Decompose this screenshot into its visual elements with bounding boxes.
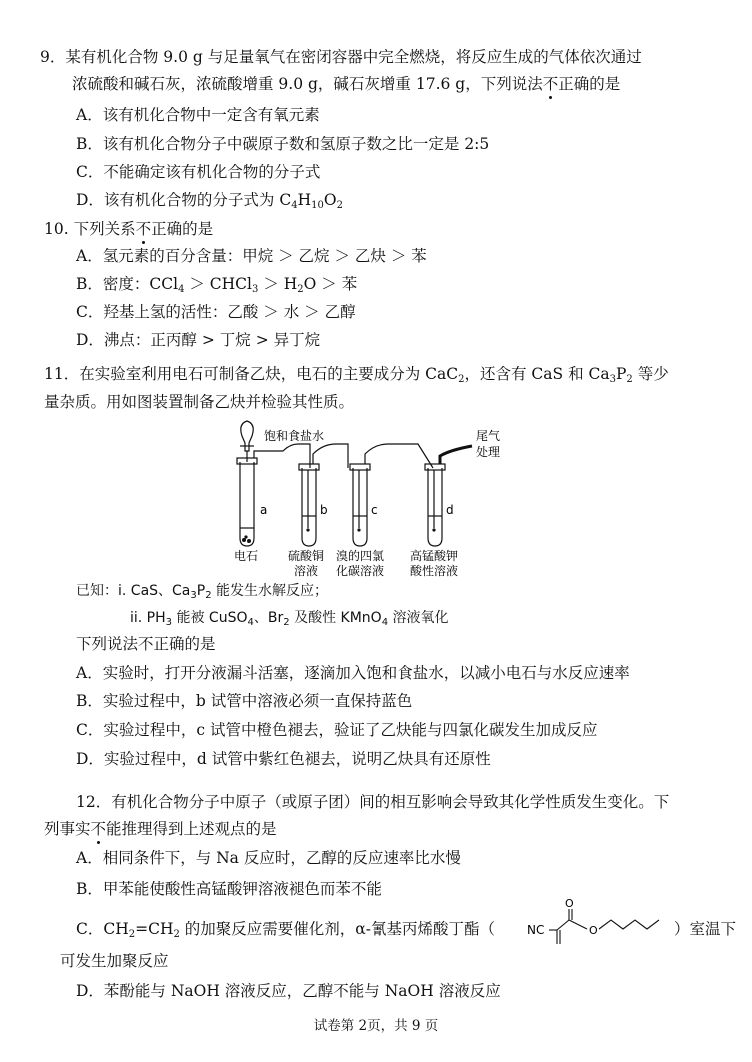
q11-known-1: 已知：i. CaS、$Ca_3P_2$ 能发生水解反应； (76, 583, 329, 601)
funnel-label: 饱和食盐水 (264, 429, 325, 443)
caption-c-1: 溴的四氯 (336, 549, 385, 563)
exhaust-label-2: 处理 (476, 445, 500, 459)
emphasis-dot: 不 (90, 820, 107, 838)
ester-oxygen-label: O (589, 924, 598, 937)
q10-stem: 10. 下列关系不正确的是 (44, 220, 214, 238)
test-tube-d (428, 468, 442, 546)
q12-option-a: A．相同条件下，与 Na 反应时，乙醇的反应速率比水慢 (76, 849, 461, 867)
q9-option-c: C．不能确定该有机化合物的分子式 (76, 163, 321, 181)
q11-option-a: A．实验时，打开分液漏斗活塞，逐滴加入饱和食盐水，以减小电石与水反应速率 (76, 664, 630, 682)
nitrile-group-label: NC (527, 923, 545, 937)
caption-d-1: 高锰酸钾 (410, 549, 459, 563)
page-footer: 试卷第 2页，共 9 页 (313, 1018, 439, 1034)
q12-option-d: D．苯酚能与 NaOH 溶液反应，乙醇不能与 NaOH 溶液反应 (76, 982, 501, 1000)
test-tube-b (302, 468, 316, 546)
q11-option-d: D．实验过程中，d 试管中紫红色褪去，说明乙炔具有还原性 (76, 750, 491, 768)
q11-known-2: ii. $PH_3$ 能被 CuSO$_4$、$Br_2$ 及酸性 KMnO$_4$ 溶液氧化 (130, 610, 449, 628)
q11-question: 下列说法不正确的是 (76, 635, 216, 653)
tube-d-label: d (446, 503, 454, 517)
apparatus-figure (228, 418, 500, 578)
test-tube-c (353, 468, 367, 546)
q11-option-b: B．实验过程中，b 试管中溶液必须一直保持蓝色 (76, 692, 413, 710)
q12-option-b: B．甲苯能使酸性高锰酸钾溶液褪色而苯不能 (76, 880, 382, 898)
caption-b-1: 硫酸铜 (288, 549, 325, 563)
tube-a-label: a (260, 503, 268, 517)
caption-d-2: 酸性溶液 (410, 564, 459, 578)
q9-option-a: A．该有机化合物中一定含有氧元素 (76, 106, 320, 124)
exhaust-label-1: 尾气 (476, 429, 500, 443)
q9-option-d: D．该有机化合物的分子式为 $C_4H_{10}O_2$ (76, 191, 343, 211)
q12-option-c-end: ）室温下 (674, 920, 737, 938)
q10-option-c: C．羟基上氢的活性：乙酸 ＞ 水 ＞ 乙醇 (76, 303, 356, 321)
q11-stem-line1: 11．在实验室利用电石可制备乙炔，电石的主要成分为 CaC$_2$，还含有 CaS 和 $Ca_3P_2$ 等少 (44, 365, 669, 385)
q9-option-b: B．该有机化合物分子中碳原子数和氢原子数之比一定是 2:5 (76, 135, 490, 153)
caption-c-2: 化碳溶液 (336, 564, 385, 578)
q10-option-b: B．密度：CCl$_4$ ＞ CHCl$_3$ ＞ $H_2O$ ＞ 苯 (76, 275, 358, 295)
q9-stem-line2: 浓硫酸和碱石灰，浓硫酸增重 9.0 g，碱石灰增重 17.6 g，下列说法不正确的是 (72, 75, 621, 93)
caption-a: 电石 (234, 549, 259, 563)
carbonyl-oxygen-label: O (565, 897, 574, 910)
tube-b-label: b (320, 503, 328, 517)
q11-option-c: C．实验过程中，c 试管中橙色褪去，验证了乙炔能与四氯化碳发生加成反应 (76, 721, 598, 739)
q12-stem-line2: 列事实不能推理得到上述观点的是 (44, 820, 277, 838)
caption-b-2: 溶液 (294, 564, 319, 578)
q9-stem-line1: 9．某有机化合物 9.0 g 与足量氧气在密闭容器中完全燃烧，将反应生成的气体依次通过 (40, 48, 642, 66)
q10-option-a: A．氢元素的百分含量：甲烷 ＞ 乙烷 ＞ 乙炔 ＞ 苯 (76, 247, 427, 265)
q12-option-c: C．$CH_2=CH_2$ 的加聚反应需要催化剂，α-氰基丙烯酸丁酯（ (76, 920, 496, 940)
cyanoacrylate-structure (523, 896, 683, 948)
emphasis-dot: 不 (135, 220, 152, 238)
q12-stem-line1: 12．有机化合物分子中原子（或原子团）间的相互影响会导致其化学性质发生变化。下 (76, 793, 670, 811)
q11-stem-line2: 量杂质。用如图装置制备乙炔并检验其性质。 (44, 393, 355, 411)
q10-option-d: D．沸点：正丙醇 > 丁烷 > 异丁烷 (76, 331, 321, 349)
test-tube-a (240, 462, 254, 546)
exhaust-tube (440, 446, 472, 464)
q12-option-c-line2: 可发生加聚反应 (60, 952, 169, 970)
tube-c-label: c (371, 503, 378, 517)
emphasis-dot: 不 (542, 75, 559, 93)
